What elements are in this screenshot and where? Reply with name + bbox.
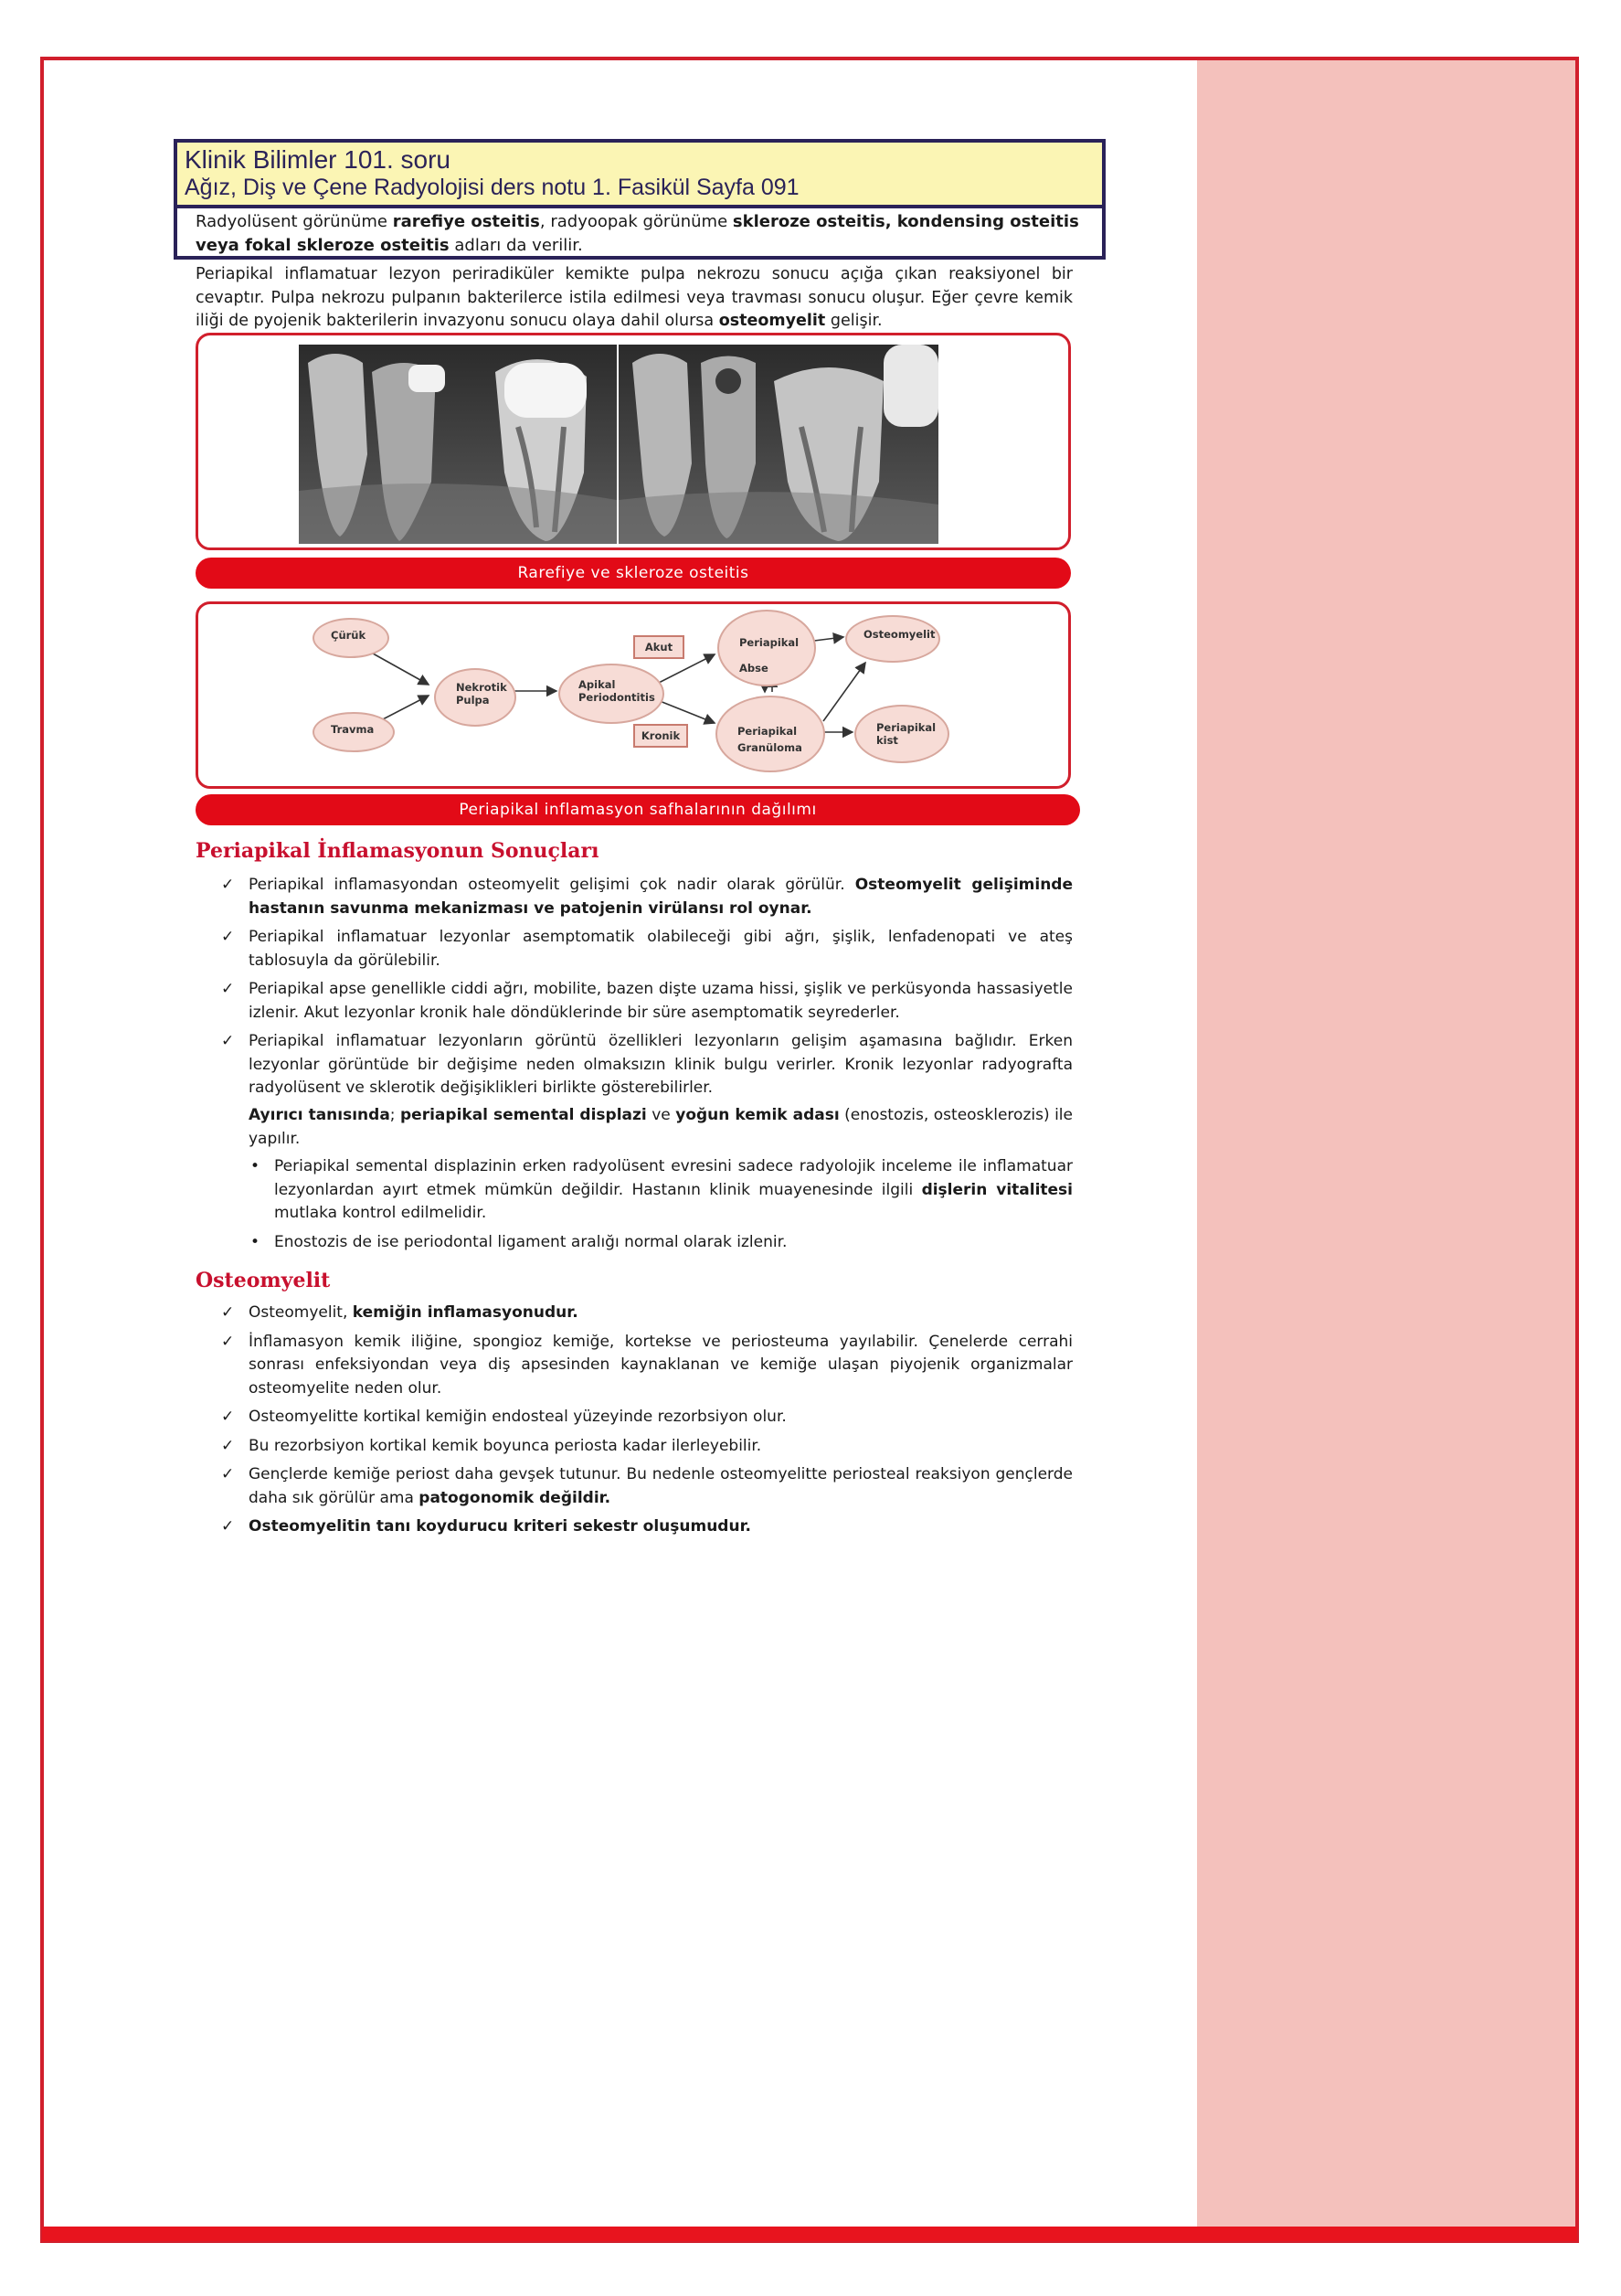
check-icon: ✓ (221, 1303, 235, 1322)
bullet-bold: dişlerin vitalitesi (921, 1180, 1074, 1199)
item-bold: Osteomyelit gelişiminde hastanın savunma mekanizması ve patojenin virülansı rol oynar. (249, 876, 1073, 918)
item-text: Osteomyelitte kortikal kemiğin endosteal yüzeyinde rezorbsiyon olur. (249, 1408, 787, 1426)
item-text: Bu rezorbsiyon kortikal kemik boyunca periosta kadar ilerleyebilir. (249, 1436, 762, 1455)
list-item (219, 1435, 1073, 1459)
item-text: Periapikal inflamatuar lezyonlar asemptomatik olabileceği gibi ağrı, şişlik, lenfadenopati ve ateş tablosuyla da görülebilir. (249, 928, 1073, 970)
node-travma: Travma (313, 712, 395, 752)
intro-part: , radyoopak görünüme (539, 212, 733, 231)
item-text: Osteomyelit, (249, 1303, 353, 1322)
list-item (219, 1406, 1073, 1430)
bottom-bar (42, 2227, 1577, 2241)
question-title: Klinik Bilimler 101. soru (185, 145, 450, 174)
radiograph-left (299, 345, 617, 544)
node-akut: Akut (633, 635, 684, 659)
paragraph-text: Periapikal inflamatuar lezyon periradiküler kemikte pulpa nekrozu sonucu açığa çıkan reaksiyonel bir cevaptır. Pulpa nekrozu pulpanın bakterilerce istila edilmesi veya travması sonucu oluşur. Eğer çevre kemik iliği de pyojenik bakterilerin invazyonu sonucu olaya dahil olursa (196, 265, 1073, 330)
list-item (219, 1030, 1073, 1100)
item-text: Periapikal inflamasyondan osteomyelit gelişimi çok nadir olarak görülür. (249, 876, 855, 894)
header-box (174, 139, 1106, 260)
ddx-text: (enostozis, osteosklerozis) ile yapılır. (249, 1106, 1073, 1148)
bullet-item (249, 1155, 1073, 1226)
ddx-bold: yoğun kemik adası (675, 1106, 840, 1124)
bullet-text: Periapikal semental displazinin erken radyolüsent evresini sadece radyolojik inceleme ile inflamatuar lezyonlardan ayırt etmek mümkün değildir. Hastanın klinik muayenesinde ilgili (274, 1157, 1073, 1199)
check-icon: ✓ (221, 1332, 235, 1351)
osteomyelit-list (219, 1302, 1073, 1545)
header-title-box (177, 143, 1102, 208)
list-item (219, 1515, 1073, 1539)
node-apikal-periodontitis: Apikal Periodontitis (558, 664, 664, 724)
bullet-icon: • (250, 1157, 260, 1175)
ddx-bullet-list (249, 1155, 1073, 1260)
intro-part: Radyolüsent görünüme (196, 212, 393, 231)
list-item (219, 874, 1073, 920)
inflammation-diagram (196, 601, 1071, 789)
check-icon: ✓ (221, 928, 235, 946)
paragraph-text: gelişir. (825, 312, 883, 330)
item-text: Periapikal inflamatuar lezyonların görüntü özellikleri lezyonların gelişim aşamasına bağlıdır. Erken lezyonlar görüntüde bir değişime neden olmaksızın klinik bulgu verirler. Kronik lezyonlar radyografta radyolüsent ve sklerotik değişiklikleri birlikte gösterebilirler. (249, 1032, 1073, 1097)
figure2-caption: Periapikal inflamasyon safhalarının dağılımı (196, 794, 1080, 825)
list-item (219, 1302, 1073, 1325)
intro-bold: rarefiye osteitis (392, 212, 540, 231)
ddx-text: ; (389, 1106, 401, 1124)
node-periapikal-kist: Periapikal kist (854, 705, 949, 763)
ddx-text: ve (646, 1106, 676, 1124)
ddx-bold: periapikal semental displazi (400, 1106, 647, 1124)
list-item (219, 926, 1073, 973)
check-icon: ✓ (221, 876, 235, 894)
check-icon: ✓ (221, 1032, 235, 1050)
item-text: İnflamasyon kemik iliğine, spongioz kemiğe, kortekse ve periosteuma yayılabilir. Çenelerde cerrahi sonrası enfeksiyondan veya diş apsesinden kaynaklanan ve kemiğe ulaşan piyojenik organizmalar osteomyelite neden olur. (249, 1332, 1073, 1398)
source-reference: Ağız, Diş ve Çene Radyolojisi ders notu 1. Fasikül Sayfa 091 (185, 175, 800, 200)
check-icon: ✓ (221, 1436, 235, 1455)
list-item (219, 1463, 1073, 1510)
ayirici-tani (249, 1104, 1073, 1151)
bullet-item (249, 1231, 1073, 1255)
node-curuk: Çürük (313, 618, 389, 658)
bullet-text: Enostozis de ise periodontal ligament aralığı normal olarak izlenir. (274, 1232, 788, 1251)
intro-part: adları da verilir. (449, 236, 583, 255)
sonuclar-list (219, 874, 1073, 1106)
paragraph-bold: osteomyelit (718, 312, 826, 330)
section-title-sonuclari: Periapikal İnflamasyonun Sonuçları (196, 839, 599, 863)
check-icon: ✓ (221, 1517, 235, 1536)
node-periapikal-granuloma: Periapikal Granüloma (715, 696, 825, 772)
check-icon: ✓ (221, 1408, 235, 1426)
intro-text (196, 210, 1082, 258)
list-item (219, 978, 1073, 1025)
list-item (219, 1331, 1073, 1401)
bullet-icon: • (250, 1232, 260, 1251)
section-title-osteomyelit: Osteomyelit (196, 1269, 331, 1292)
node-osteomyelit: Osteomyelit (845, 615, 940, 663)
item-text: Gençlerde kemiğe periost daha gevşek tutunur. Bu nedenle osteomyelitte periosteal reaksiyon gençlerde daha sık görülür ama (249, 1465, 1073, 1507)
node-kronik: Kronik (633, 724, 688, 748)
item-bold: kemiğin inflamasyonudur. (352, 1303, 578, 1322)
node-periapikal-abse: Periapikal Abse (717, 610, 816, 686)
check-icon: ✓ (221, 980, 235, 998)
item-text: Periapikal apse genellikle ciddi ağrı, mobilite, bazen dişte uzama hissi, şişlik ve perküsyonda hassasiyetle izlenir. Akut lezyonlar kronik hale döndüklerinde bir süre asemptomatik seyrederler. (249, 980, 1073, 1022)
intro-bold: skleroze osteitis, kondensing osteitis veya fokal skleroze osteitis (196, 212, 1079, 255)
bullet-text: mutlaka kontrol edilmelidir. (274, 1204, 487, 1222)
figure1-caption: Rarefiye ve skleroze osteitis (196, 558, 1071, 589)
item-bold: Osteomyelitin tanı koydurucu kriteri sekestr oluşumudur. (249, 1517, 751, 1536)
intro-paragraph (196, 263, 1073, 334)
radiograph-figure (196, 333, 1071, 550)
side-panel (1197, 60, 1575, 2236)
node-nekrotik-pulpa: Nekrotik Pulpa (434, 668, 516, 727)
item-bold: patogonomik değildir. (418, 1488, 611, 1507)
check-icon: ✓ (221, 1465, 235, 1483)
ddx-bold: Ayırıcı tanısında (249, 1106, 390, 1124)
radiograph-right (619, 345, 938, 544)
